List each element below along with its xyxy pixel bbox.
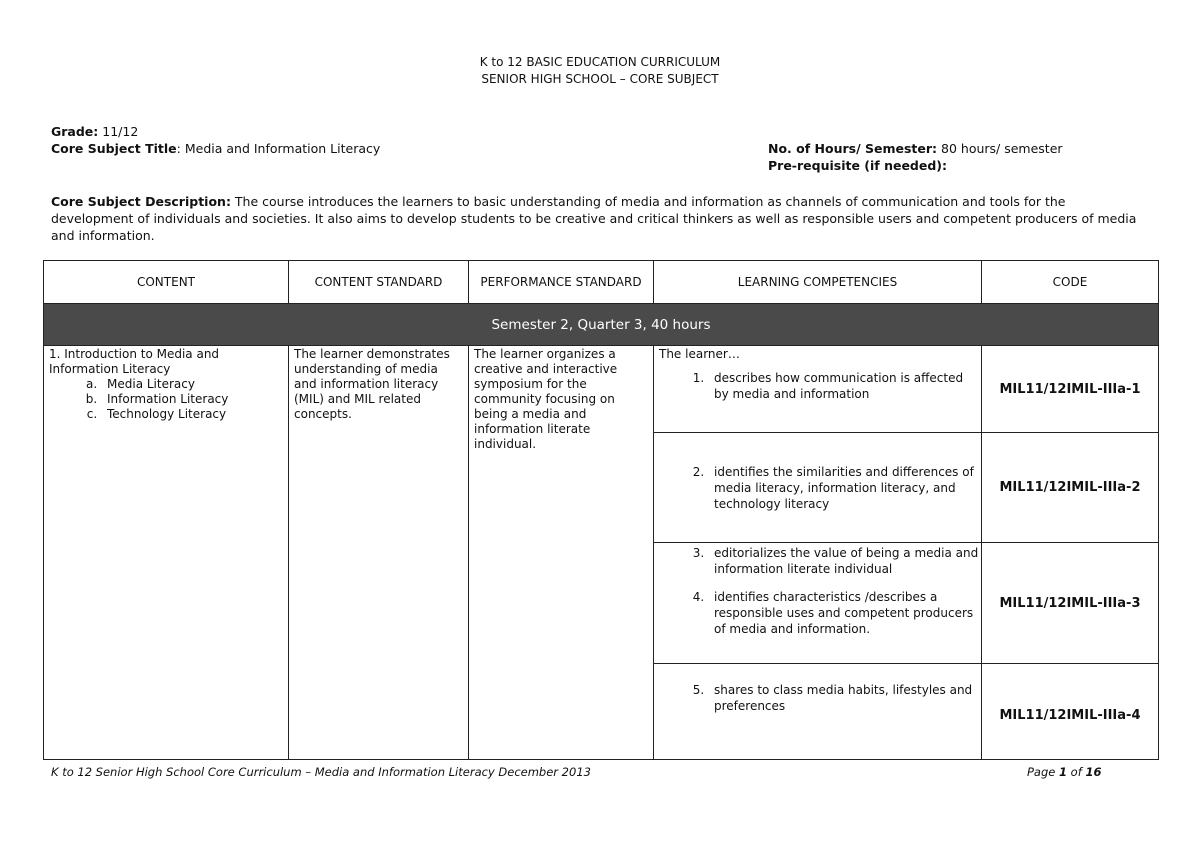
competency-item: 5. shares to class media habits, lifestyles and preferences: [708, 682, 981, 714]
competency-list: [654, 464, 981, 512]
header-content: CONTENT: [44, 261, 289, 304]
competency-list: [654, 370, 981, 402]
subject-title-label: Core Subject Title: [51, 141, 177, 156]
header-content-standard: CONTENT STANDARD: [289, 261, 469, 304]
header-code: CODE: [982, 261, 1159, 304]
description-text: The course introduces the learners to basic understanding of media and information as channels of communication and tools for the development of individuals and societies. It also aims to develop students to be creative and critical thinkers as well as responsible users and competent producers of media and information.: [51, 194, 1137, 243]
competency-cell: [654, 346, 982, 433]
subject-description: [51, 193, 1141, 244]
performance-standard-cell: [469, 346, 654, 760]
semester-label: Semester 2, Quarter 3, 40 hours: [44, 304, 1159, 346]
doc-title-line2: SENIOR HIGH SCHOOL – CORE SUBJECT: [481, 72, 719, 86]
footer-left: K to 12 Senior High School Core Curriculum – Media and Information Literacy December 2013: [51, 765, 591, 779]
competency-item: 1. describes how communication is affected by media and information: [708, 370, 981, 402]
header-learning-competencies: LEARNING COMPETENCIES: [654, 261, 982, 304]
competency-cell: [654, 543, 982, 664]
competency-item: 2. identifies the similarities and differences of media literacy, information literacy, and technology literacy: [708, 464, 981, 512]
page-number: [1027, 765, 1101, 779]
subject-title-value: : Media and Information Literacy: [176, 141, 381, 156]
content-title: 1. Introduction to Media and Information Literacy: [49, 347, 220, 376]
code-cell: MIL11/12IMIL-IIIa-1: [982, 346, 1159, 433]
performance-standard-text: The learner organizes a creative and interactive symposium for the community focusing on being a media and information literate individual.: [474, 347, 618, 451]
header-performance-standard: PERFORMANCE STANDARD: [469, 261, 654, 304]
competency-item: 4. identifies characteristics /describes a responsible uses and competent producers of media and information.: [708, 589, 981, 637]
hours-label: No. of Hours/ Semester:: [768, 141, 938, 156]
doc-title-line1: K to 12 BASIC EDUCATION CURRICULUM: [479, 55, 721, 69]
hours-line: [768, 141, 1063, 157]
page-total: 16: [1085, 765, 1102, 779]
list-item: a. Media Literacy: [101, 377, 283, 392]
content-standard-cell: [289, 346, 469, 760]
code-cell: MIL11/12IMIL-IIIa-4: [982, 664, 1159, 760]
page-current: 1: [1059, 765, 1068, 779]
list-item: c. Technology Literacy: [101, 407, 283, 422]
table-header-row: [44, 261, 1159, 304]
competency-item: 3. editorializes the value of being a media and information literate individual: [708, 545, 981, 577]
description-label: Core Subject Description:: [51, 194, 231, 209]
semester-row: [44, 304, 1159, 346]
content-cell: [44, 346, 289, 760]
code-cell: MIL11/12IMIL-IIIa-2: [982, 433, 1159, 543]
code-cell: MIL11/12IMIL-IIIa-3: [982, 543, 1159, 664]
competency-list: [654, 545, 981, 637]
competency-cell: [654, 664, 982, 760]
competency-list: [654, 682, 981, 714]
hours-value: 80 hours/ semester: [937, 141, 1063, 156]
curriculum-table: [43, 260, 1159, 760]
learner-intro: The learner…: [659, 347, 740, 361]
subject-title-line: [51, 141, 380, 157]
content-list: [49, 377, 283, 422]
grade-line: [51, 124, 138, 140]
content-standard-text: The learner demonstrates understanding of media and information literacy (MIL) and MIL related concepts.: [294, 347, 450, 421]
page-of: of: [1067, 765, 1086, 779]
competency-cell: [654, 433, 982, 543]
list-item: b. Information Literacy: [101, 392, 283, 407]
table-row: [44, 346, 1159, 433]
page-word: Page: [1027, 765, 1060, 779]
prereq-label: Pre-requisite (if needed):: [768, 158, 948, 173]
grade-label: Grade:: [51, 124, 99, 139]
grade-value: 11/12: [98, 124, 139, 139]
prereq-line: [768, 158, 947, 174]
